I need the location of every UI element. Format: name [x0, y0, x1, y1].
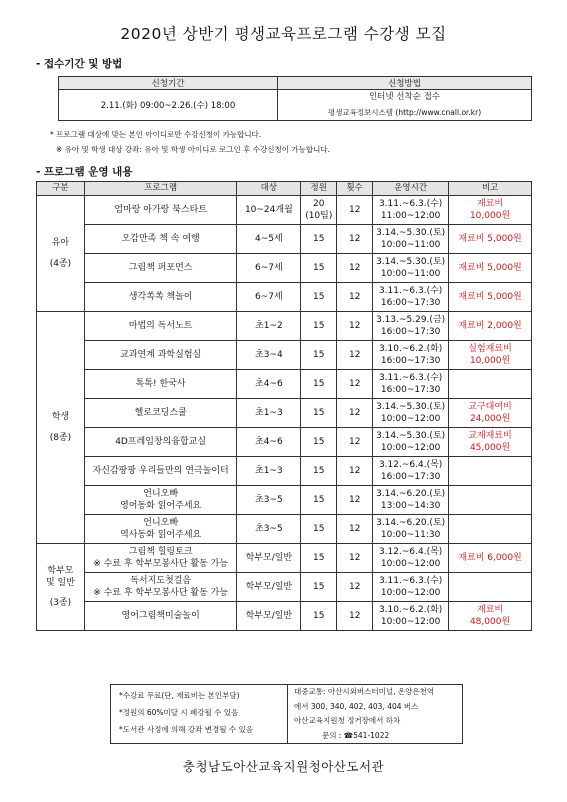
program-cell: [84, 399, 237, 428]
table-row: [37, 515, 532, 544]
note-text: 교구대여비: [468, 401, 512, 412]
target-cell: 4~5세: [237, 225, 301, 254]
apply-table: [58, 76, 532, 121]
table-row: [37, 225, 532, 254]
count-cell: 12: [337, 486, 373, 515]
capacity-cell: [301, 399, 337, 428]
schedule-time: 10:00~11:00: [380, 240, 441, 250]
table-row: [37, 196, 532, 225]
apply-period-header: 신청기간: [59, 77, 278, 90]
program-name: 언니오빠: [143, 488, 179, 499]
table-row: [37, 399, 532, 428]
capacity-cell: [301, 602, 337, 631]
schedule-time: 10:00~12:00: [380, 617, 441, 627]
schedule-cell: [373, 573, 449, 602]
apply-period: 2.11.(화) 09:00~2.26.(수) 18:00: [59, 90, 278, 121]
count-cell: 12: [337, 428, 373, 457]
schedule-date: 3.11.~6.3.(수): [378, 285, 443, 296]
schedule-cell: [373, 544, 449, 573]
note-cell: [449, 573, 532, 602]
note-id-rule: * 프로그램 대상에 맞는 본인 아이디로만 수강신청이 가능합니다.: [50, 130, 262, 139]
note-amount: 48,000원: [469, 617, 511, 627]
target-cell: 6~7세: [237, 254, 301, 283]
program-subtitle: ※ 수료 후 학부모봉사단 활동 가능: [93, 559, 229, 569]
header-count: 횟수: [337, 182, 373, 196]
schedule-cell: [373, 370, 449, 399]
count-cell: 12: [337, 573, 373, 602]
schedule-cell: [373, 399, 449, 428]
schedule-date: 3.14.~6.20.(토): [376, 488, 446, 499]
target-cell: 초3~5: [237, 515, 301, 544]
info-transport: 에서 300, 340, 402, 403, 404 버스: [294, 701, 419, 711]
header-schedule: 운영시간: [373, 182, 449, 196]
program-name: 오감만족 책 속 여행: [121, 233, 200, 244]
schedule-date: 3.14.~5.30.(토): [376, 227, 446, 238]
program-cell: [84, 283, 237, 312]
note-text: 교재재료비: [468, 430, 512, 441]
table-row: [37, 544, 532, 573]
schedule-date: 3.11.~6.3.(수): [378, 575, 443, 586]
note-cell: [449, 486, 532, 515]
capacity-value: 15: [313, 378, 325, 389]
capacity-value: 15: [313, 494, 325, 505]
program-name: 헬로코딩스쿨: [134, 407, 187, 418]
group-count: (4종): [49, 258, 72, 269]
program-cell: [84, 428, 237, 457]
target-cell: 10~24개월: [237, 196, 301, 225]
program-cell: [84, 370, 237, 399]
capacity-value: 15: [313, 262, 325, 273]
note-text: 재료비 5,000원: [458, 233, 522, 244]
info-contact: 문의 : ☎541-1022: [322, 730, 390, 740]
schedule-cell: [373, 254, 449, 283]
capacity-value: 15: [313, 581, 325, 592]
program-name: 독서지도첫걸음: [130, 575, 192, 586]
capacity-cell: [301, 341, 337, 370]
group-label: 학부모: [47, 565, 74, 576]
capacity-value: 15: [313, 291, 325, 302]
program-cell: [84, 486, 237, 515]
info-transport: 대중교통: 아산시외버스터미널, 온양온천역: [294, 687, 435, 696]
capacity-cell: [301, 457, 337, 486]
note-text: 실험재료비: [468, 343, 512, 354]
schedule-time: 10:00~11:00: [380, 269, 441, 279]
capacity-value: 15: [313, 320, 325, 331]
target-cell: 초3~4: [237, 341, 301, 370]
header-program: 프로그램: [84, 182, 237, 196]
note-cell: [449, 283, 532, 312]
schedule-time: 13:00~14:30: [380, 501, 441, 511]
info-box-notes: [110, 684, 288, 744]
apply-method-link[interactable]: 평생교육정보시스템 (http://www.cnall.or.kr): [327, 108, 482, 117]
capacity-cell: [301, 225, 337, 254]
target-cell: 학부모/일반: [237, 573, 301, 602]
target-cell: 초4~6: [237, 428, 301, 457]
schedule-date: 3.11.~6.3.(수): [378, 198, 443, 209]
schedule-time: 10:00~12:00: [380, 443, 441, 453]
schedule-date: 3.10.~6.2.(화): [378, 604, 443, 615]
schedule-cell: [373, 341, 449, 370]
program-cell: [84, 225, 237, 254]
schedule-cell: [373, 312, 449, 341]
table-row: [37, 428, 532, 457]
info-note: *수강료 무료(단, 재료비는 본인부담): [119, 691, 240, 700]
apply-method-header: 신청방법: [278, 77, 532, 90]
section-heading-apply: - 접수기간 및 방법: [36, 58, 123, 70]
table-row: [37, 486, 532, 515]
apply-method-line1: 인터넷 선착순 접수: [368, 92, 441, 102]
table-row: [37, 312, 532, 341]
note-cell: [449, 370, 532, 399]
program-name: 엄마랑 아가랑 북스타트: [114, 204, 207, 215]
count-cell: 12: [337, 283, 373, 312]
program-cell: [84, 602, 237, 631]
note-amount: 10,000원: [469, 211, 511, 221]
group-count: (8종): [49, 432, 72, 443]
note-cell: [449, 312, 532, 341]
note-cell: [449, 225, 532, 254]
program-name: 4D프레임창의융합교실: [115, 436, 207, 447]
note-cell: [449, 515, 532, 544]
note-text: 재료비 2,000원: [458, 320, 522, 331]
program-name: 톡톡! 한국사: [135, 378, 186, 389]
count-cell: 12: [337, 457, 373, 486]
schedule-date: 3.12.~6.4.(목): [378, 459, 443, 470]
group-label: 및 일반: [45, 577, 75, 588]
note-cell: [449, 196, 532, 225]
count-cell: 12: [337, 515, 373, 544]
count-cell: 12: [337, 196, 373, 225]
program-table: [36, 181, 532, 631]
program-name: 영어그림책미술놀이: [121, 610, 200, 621]
table-row: [37, 573, 532, 602]
footer-organization: 충청남도아산교육지원청아산도서관: [182, 759, 385, 774]
program-cell: [84, 341, 237, 370]
header-target: 대상: [237, 182, 301, 196]
note-amount: 24,000원: [469, 414, 511, 424]
target-cell: 초1~3: [237, 399, 301, 428]
capacity-value: 15: [313, 465, 325, 476]
program-cell: [84, 457, 237, 486]
schedule-date: 3.14.~5.30.(토): [376, 401, 446, 412]
note-cell: [449, 428, 532, 457]
schedule-date: 3.11.~6.3.(수): [378, 372, 443, 383]
table-row: [37, 370, 532, 399]
capacity-cell: [301, 544, 337, 573]
capacity-teams: (10팀): [305, 211, 333, 221]
schedule-date: 3.14.~5.30.(토): [376, 256, 446, 267]
capacity-value: 15: [313, 610, 325, 621]
table-row: [37, 341, 532, 370]
target-cell: 6~7세: [237, 283, 301, 312]
note-amount: 45,000원: [469, 443, 511, 453]
program-cell: [84, 544, 237, 573]
program-cell: [84, 254, 237, 283]
schedule-time: 16:00~17:30: [380, 472, 441, 482]
group-cell: [37, 196, 85, 312]
capacity-value: 15: [313, 407, 325, 418]
note-text: 재료비 5,000원: [458, 291, 522, 302]
capacity-cell: [301, 573, 337, 602]
table-row: [37, 283, 532, 312]
program-name: 마법의 독서노트: [128, 320, 193, 331]
program-cell: [84, 573, 237, 602]
schedule-time: 16:00~17:30: [380, 356, 441, 366]
program-subtitle: ※ 수료 후 학부모봉사단 활동 가능: [93, 588, 229, 598]
schedule-time: 10:00~12:00: [380, 588, 441, 598]
schedule-cell: [373, 486, 449, 515]
target-cell: 학부모/일반: [237, 602, 301, 631]
program-name: 생각쏙쏙 책놀이: [128, 291, 193, 302]
schedule-date: 3.13.~5.29.(금): [376, 314, 446, 325]
capacity-value: 15: [313, 349, 325, 360]
capacity-cell: [301, 428, 337, 457]
note-child-login: ※ 유아 및 학생 대상 강좌: 유아 및 학생 아이디로 로그인 후 수강신청이 가능합니다.: [56, 145, 331, 154]
capacity-value: 15: [313, 233, 325, 244]
note-cell: [449, 254, 532, 283]
note-text: 재료비: [477, 604, 504, 615]
schedule-cell: [373, 428, 449, 457]
group-cell: [37, 544, 85, 631]
info-box-transport: [286, 684, 463, 744]
program-cell: [84, 515, 237, 544]
note-cell: [449, 399, 532, 428]
capacity-value: 20: [313, 198, 325, 209]
program-name: 교과연계 과학실험실: [120, 349, 202, 360]
schedule-cell: [373, 602, 449, 631]
note-cell: [449, 544, 532, 573]
capacity-cell: [301, 283, 337, 312]
count-cell: 12: [337, 341, 373, 370]
program-name: 그림책 퍼포먼스: [128, 262, 193, 273]
page-title: 2020년 상반기 평생교육프로그램 수강생 모집: [120, 25, 447, 43]
info-note: *도서관 사정에 의해 강좌 변경될 수 있음: [119, 725, 253, 734]
table-row: [37, 457, 532, 486]
count-cell: 12: [337, 225, 373, 254]
note-text: 재료비 5,000원: [458, 262, 522, 273]
capacity-cell: [301, 370, 337, 399]
program-cell: [84, 312, 237, 341]
table-row: [37, 602, 532, 631]
group-cell: [37, 312, 85, 544]
schedule-time: 16:00~17:30: [380, 385, 441, 395]
count-cell: 12: [337, 312, 373, 341]
capacity-value: 15: [313, 436, 325, 447]
schedule-time: 10:00~12:00: [380, 414, 441, 424]
target-cell: 학부모/일반: [237, 544, 301, 573]
note-text: 재료비: [477, 198, 504, 209]
group-label: 학생: [51, 412, 70, 423]
schedule-time: 16:00~17:30: [380, 298, 441, 308]
count-cell: 12: [337, 602, 373, 631]
schedule-time: 11:00~12:00: [380, 211, 441, 221]
info-transport: 아산교육지원청 정거장에서 하차: [294, 716, 401, 725]
group-count: (3종): [49, 598, 72, 609]
header-capacity: 정원: [301, 182, 337, 196]
group-label: 유아: [51, 238, 70, 249]
target-cell: 초3~5: [237, 486, 301, 515]
count-cell: 12: [337, 399, 373, 428]
count-cell: 12: [337, 370, 373, 399]
program-name: 그림책 힐링토크: [128, 546, 193, 557]
capacity-cell: [301, 486, 337, 515]
capacity-cell: [301, 196, 337, 225]
count-cell: 12: [337, 254, 373, 283]
capacity-cell: [301, 515, 337, 544]
capacity-value: 15: [313, 552, 325, 563]
capacity-cell: [301, 312, 337, 341]
schedule-date: 3.14.~5.30.(토): [376, 430, 446, 441]
program-name: 언니오빠: [143, 517, 179, 528]
header-note: 비고: [449, 182, 532, 196]
target-cell: 초1~3: [237, 457, 301, 486]
schedule-time: 10:00~11:30: [380, 530, 441, 540]
note-cell: [449, 457, 532, 486]
schedule-date: 3.10.~6.2.(화): [378, 343, 443, 354]
count-cell: 12: [337, 544, 373, 573]
program-name: 자신감팡팡 우리들만의 연극놀이터: [92, 465, 229, 476]
program-subtitle: 역사동화 읽어주세요: [120, 530, 202, 540]
target-cell: 초1~2: [237, 312, 301, 341]
schedule-cell: [373, 225, 449, 254]
schedule-cell: [373, 196, 449, 225]
schedule-time: 16:00~17:30: [380, 327, 441, 337]
header-category: 구분: [37, 182, 85, 196]
capacity-value: 15: [313, 523, 325, 534]
schedule-cell: [373, 515, 449, 544]
section-heading-programs: - 프로그램 운영 내용: [36, 166, 133, 178]
schedule-cell: [373, 457, 449, 486]
info-note: *정원의 60%미달 시 폐강될 수 있음: [119, 708, 239, 717]
capacity-cell: [301, 254, 337, 283]
program-subtitle: 영어동화 읽어주세요: [120, 501, 202, 511]
note-text: 재료비 6,000원: [458, 552, 522, 563]
program-cell: [84, 196, 237, 225]
note-amount: 10,000원: [469, 356, 511, 366]
note-cell: [449, 341, 532, 370]
schedule-date: 3.14.~6.20.(토): [376, 517, 446, 528]
schedule-date: 3.12.~6.4.(목): [378, 546, 443, 557]
target-cell: 초4~6: [237, 370, 301, 399]
note-cell: [449, 602, 532, 631]
table-row: [37, 254, 532, 283]
schedule-cell: [373, 283, 449, 312]
schedule-time: 10:00~12:00: [380, 559, 441, 569]
